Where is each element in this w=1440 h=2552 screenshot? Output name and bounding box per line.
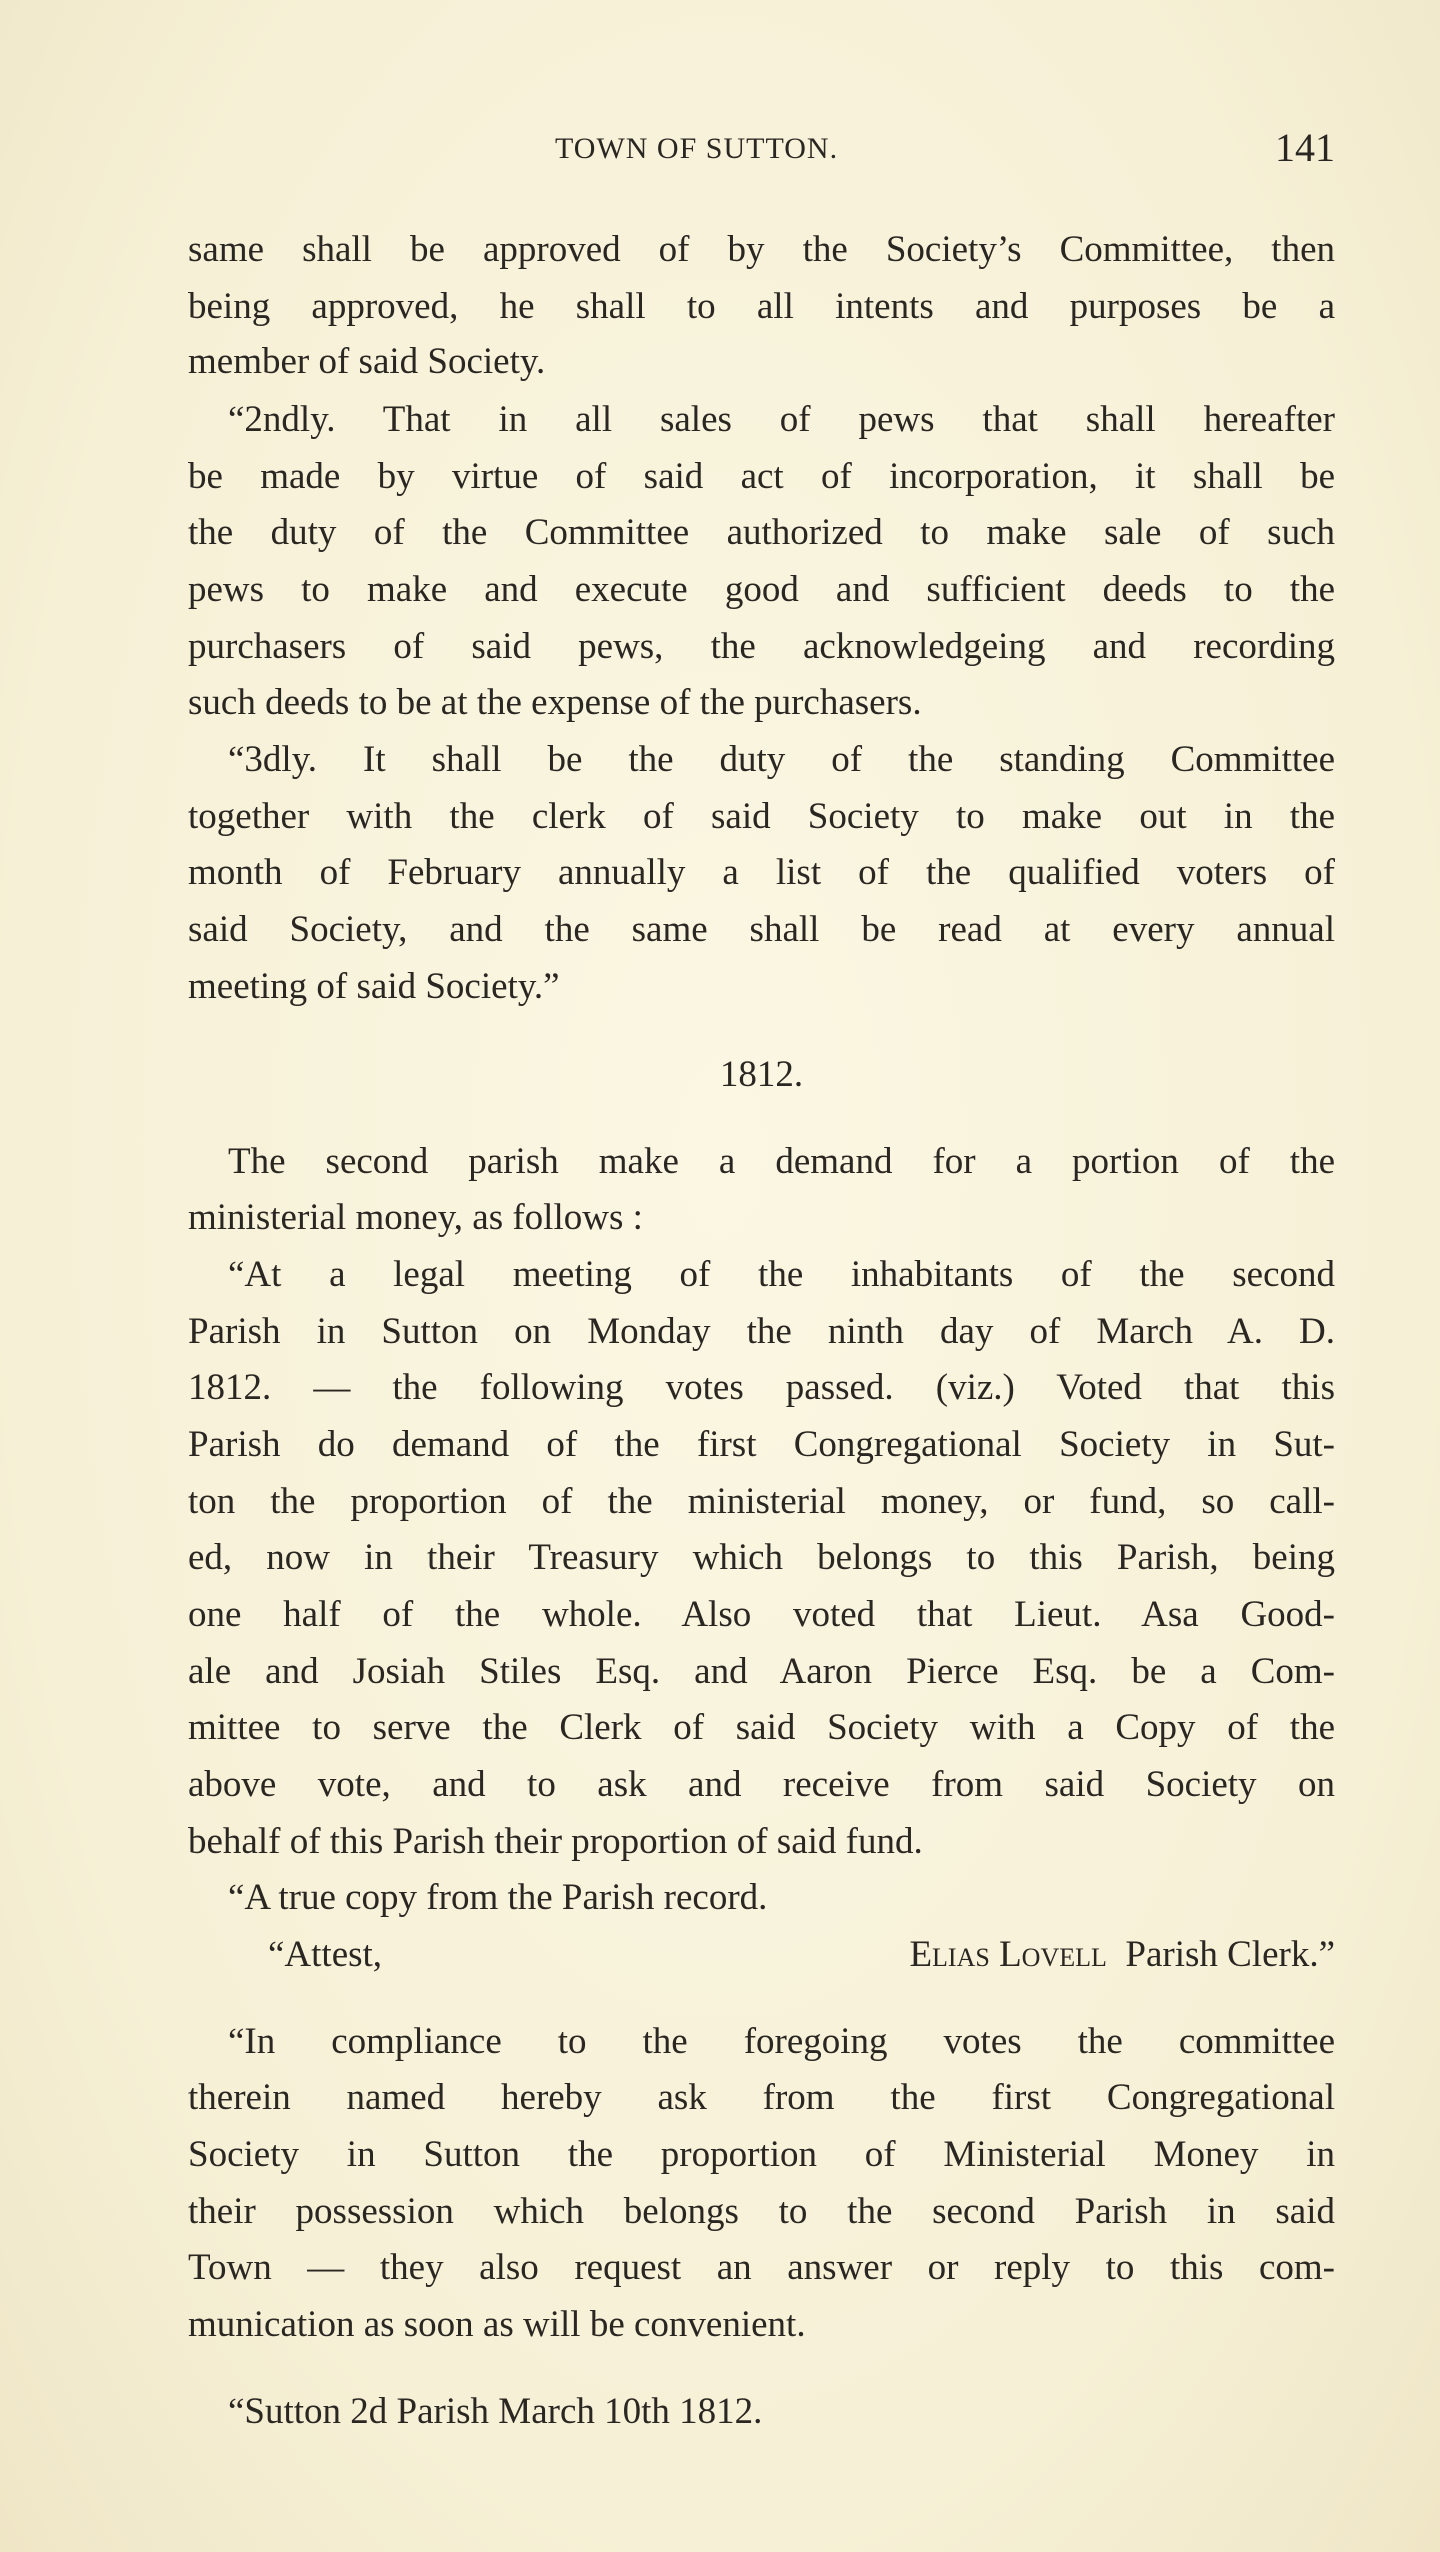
text-line: meeting of said Society.” bbox=[188, 966, 560, 1007]
text-line: 1812. — the following votes passed. (viz.) Voted that this bbox=[188, 1367, 1335, 1408]
text-line: be made by virtue of said act of incorporation, it shall be bbox=[188, 456, 1335, 497]
section-year-heading: 1812. bbox=[719, 1054, 804, 1095]
clerk-title: Parish Clerk.” bbox=[1125, 1934, 1335, 1975]
text-line: same shall be approved of by the Society’s Committee, then bbox=[188, 229, 1335, 270]
text-line: ministerial money, as follows : bbox=[188, 1197, 643, 1238]
text-line: “At a legal meeting of the inhabitants of the second bbox=[228, 1254, 1335, 1295]
text-line: ton the proportion of the ministerial money, or fund, so call- bbox=[188, 1481, 1335, 1522]
text-line: “3dly. It shall be the duty of the standing Committee bbox=[228, 739, 1335, 780]
text-line: behalf of this Parish their proportion of said fund. bbox=[188, 1821, 923, 1862]
running-header: TOWN OF SUTTON. bbox=[555, 132, 839, 165]
text-line: ale and Josiah Stiles Esq. and Aaron Pierce Esq. be a Com- bbox=[188, 1651, 1335, 1692]
text-line: Parish in Sutton on Monday the ninth day of March A. D. bbox=[188, 1311, 1335, 1352]
text-line: their possession which belongs to the second Parish in said bbox=[188, 2191, 1335, 2232]
text-line: “In compliance to the foregoing votes the committee bbox=[228, 2021, 1335, 2062]
attest-signature bbox=[909, 1930, 1335, 1980]
text-line: mittee to serve the Clerk of said Society with a Copy of the bbox=[188, 1707, 1335, 1748]
text-line: Town — they also request an answer or reply to this com- bbox=[188, 2247, 1335, 2288]
clerk-name: Elias Lovell bbox=[909, 1934, 1107, 1975]
text-line: Parish do demand of the first Congregational Society in Sut- bbox=[188, 1424, 1335, 1465]
text-line: purchasers of said pews, the acknowledgeing and recording bbox=[188, 626, 1335, 667]
text-line: Society in Sutton the proportion of Ministerial Money in bbox=[188, 2134, 1335, 2175]
text-line: month of February annually a list of the qualified voters of bbox=[188, 852, 1335, 893]
text-line: together with the clerk of said Society to make out in the bbox=[188, 796, 1335, 837]
text-line: ed, now in their Treasury which belongs to this Parish, being bbox=[188, 1537, 1335, 1578]
text-line: member of said Society. bbox=[188, 341, 546, 382]
text-line: one half of the whole. Also voted that Lieut. Asa Good- bbox=[188, 1594, 1335, 1635]
text-line: said Society, and the same shall be read at every annual bbox=[188, 909, 1335, 950]
text-line: munication as soon as will be convenient. bbox=[188, 2304, 806, 2345]
text-line: above vote, and to ask and receive from said Society on bbox=[188, 1764, 1335, 1805]
text-line: being approved, he shall to all intents and purposes be a bbox=[188, 286, 1335, 327]
page-number: 141 bbox=[1275, 125, 1335, 170]
text-line: “2ndly. That in all sales of pews that shall hereafter bbox=[228, 399, 1335, 440]
text-line: The second parish make a demand for a portion of the bbox=[228, 1141, 1335, 1182]
text-line: “Sutton 2d Parish March 10th 1812. bbox=[228, 2391, 763, 2432]
text-line: pews to make and execute good and sufficient deeds to the bbox=[188, 569, 1335, 610]
text-line: “A true copy from the Parish record. bbox=[228, 1877, 768, 1918]
attest-label: “Attest, bbox=[268, 1934, 383, 1975]
text-line: the duty of the Committee authorized to make sale of such bbox=[188, 512, 1335, 553]
text-line: such deeds to be at the expense of the purchasers. bbox=[188, 682, 922, 723]
text-line: therein named hereby ask from the first Congregational bbox=[188, 2077, 1335, 2118]
